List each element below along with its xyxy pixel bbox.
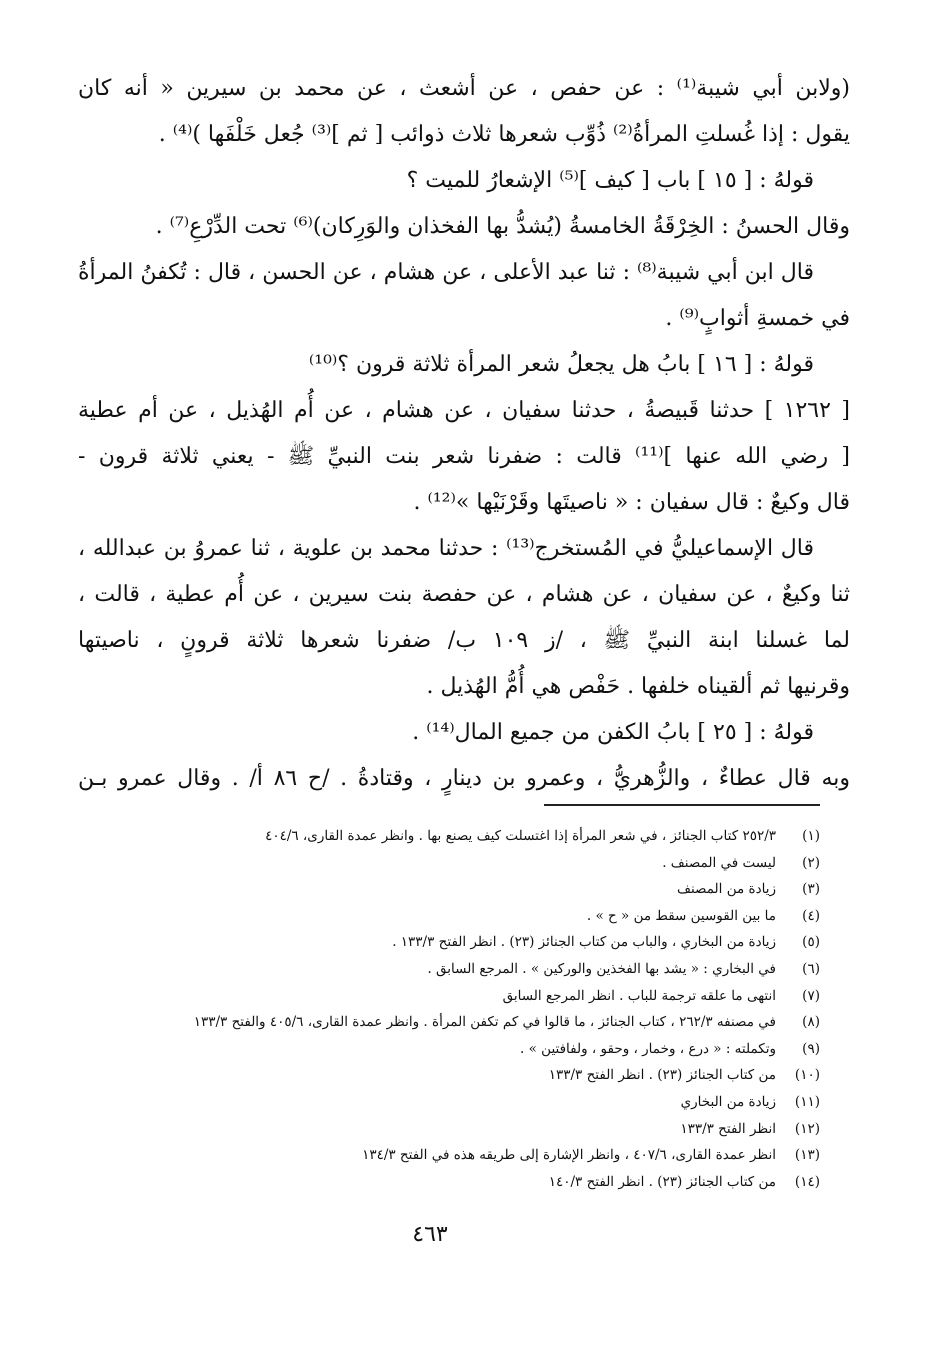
footnote-text: زيادة من البخاري (680, 1093, 776, 1110)
footnote-number: (١٤) (794, 1173, 820, 1190)
footnote-text: انظر عمدة القارى، ٤٠٧/٦ ، وانظر الإشارة إلى طريقه هذه في الفتح ١٣٤/٣ (362, 1147, 776, 1164)
text-line: قال الإسماعيليُّ في المُستخرج⁽¹³⁾ : حدثنا محمد بن علوية ، ثنا عمروُ بن عبدالله ، (78, 536, 814, 561)
chapter-heading: قولهُ : [ ١٦ ] بابُ هل يجعلُ شعر المرأة ثلاثة قرون ؟⁽¹⁰⁾ (308, 352, 814, 377)
footnote (70, 876, 820, 903)
footnote (70, 1089, 820, 1116)
footnote-number: (٩) (802, 1040, 820, 1057)
text-line: وقال الحسنُ : الخِرْقَةُ الخامسةُ (يُشدُّ بها الفخذان والوَرِكان)⁽⁶⁾ تحت الدِّرْعِ⁽⁷⁾ . (155, 214, 850, 239)
text-line: لما غسلنا ابنة النبيِّ ﷺ ، /ز ١٠٩ ب/ ضفرنا شعرها ثلاثة قرونٍ ، ناصيتها (78, 628, 850, 653)
footnote (70, 1169, 820, 1196)
text-line: ثنا وكيعٌ ، عن سفيان ، عن هشام ، عن حفصة بنت سيرين ، عن أُم عطية ، قالت ، (78, 582, 850, 607)
footnote (70, 823, 820, 850)
footnote-text: ٢٥٢/٣ كتاب الجنائز ، في شعر المرأة إذا اغتسلت كيف يصنع بها . وانظر عمدة القارى، ٤٠٤/٦ (265, 828, 776, 844)
footnote (70, 1036, 820, 1063)
text-line: [ ١٢٦٢ ] حدثنا قَبيصةُ ، حدثنا سفيان ، عن هشام ، عن أُم الهُذيل ، عن أم عطية (78, 398, 850, 423)
footnote-text: في البخاري : « يشد بها الفخذين والوركين » . المرجع السابق . (427, 960, 776, 977)
text-line: يقول : إذا غُسلتِ المرأةُ⁽²⁾ ذُوِّب شعرها ثلاث ذوائب [ ثم ]⁽³⁾ جُعل خَلْفَها )⁽⁴⁾ . (158, 122, 850, 147)
main-text (78, 66, 850, 802)
footnote-number: (١١) (794, 1093, 820, 1110)
footnote (70, 1062, 820, 1089)
page-number: ٤٦٣ (412, 1222, 448, 1247)
text-line: قال ابن أبي شيبة⁽⁸⁾ : ثنا عبد الأعلى ، عن هشام ، عن الحسن ، قال : تُكفنُ المرأةُ (78, 260, 814, 285)
footnote-number: (٨) (802, 1014, 820, 1031)
footnote-text: في مصنفه ٢٦٢/٣ ، كتاب الجنائز ، ما قالوا في كم تكفن المرأة . وانظر عمدة القارى، ٤٠٥/٦ والفتح ١٣٣/٣ (193, 1014, 776, 1031)
footnote-number: (٦) (802, 960, 820, 977)
footnote-text: من كتاب الجنائز (٢٣) . انظر الفتح ١٣٣/٣ (548, 1067, 776, 1084)
footnote (70, 983, 820, 1010)
footnote-number: (٥) (802, 934, 820, 951)
footnote-number: (٤) (802, 907, 820, 924)
footnote-number: (١٢) (794, 1120, 820, 1137)
chapter-heading: قولهُ : [ ٢٥ ] بابُ الكفن من جميع المال⁽¹⁴⁾ . (412, 720, 814, 745)
footnote (70, 1009, 820, 1036)
footnote-text: زيادة من المصنف (677, 881, 776, 898)
text-line: وبه قال عطاءٌ ، والزُّهريُّ ، وعمرو بن دينارٍ ، وقتادةُ . /ح ٨٦ أ/ . وقال عمرو بـن (78, 766, 850, 791)
footnote (70, 903, 820, 930)
footnote-number: (١) (802, 828, 820, 844)
footnote-text: انظر الفتح ١٣٣/٣ (680, 1120, 776, 1137)
footnote-text: زيادة من البخاري ، والباب من كتاب الجنائز (٢٣) . انظر الفتح ١٣٣/٣ . (392, 934, 776, 951)
footnote (70, 1142, 820, 1169)
footnote-number: (١٣) (794, 1147, 820, 1164)
footnote-text: من كتاب الجنائز (٢٣) . انظر الفتح ١٤٠/٣ (548, 1173, 776, 1190)
footnote-number: (١٠) (794, 1067, 820, 1084)
footnote (70, 1116, 820, 1143)
footnote-text: ليست في المصنف . (662, 854, 776, 871)
footnote (70, 929, 820, 956)
text-line: (ولابن أبي شيبة⁽¹⁾ : عن حفص ، عن أشعث ، عن محمد بن سيرين « أنه كان (78, 76, 850, 101)
footnote-number: (٧) (802, 987, 820, 1004)
footnote-divider (544, 804, 820, 806)
footnotes (70, 823, 820, 1195)
text-line: قال وكيعٌ : قال سفيان : « ناصيتَها وقَرْنَيْها »⁽¹²⁾ . (413, 490, 850, 515)
footnote-text: ما بين القوسين سقط من « ح » . (586, 907, 776, 924)
footnote-number: (٣) (802, 881, 820, 898)
text-line: وقرنيها ثم ألقيناه خلفها . حَفْص هي أُمُّ الهُذيل . (426, 674, 850, 699)
text-line: [ رضي الله عنها ]⁽¹¹⁾ قالت : ضفرنا شعر بنت النبيِّ ﷺ - يعني ثلاثة قرون - (78, 444, 850, 469)
chapter-heading: قولهُ : [ ١٥ ] باب [ كيف ]⁽⁵⁾ الإشعارُ للميت ؟ (406, 168, 814, 193)
footnote-text: انتهى ما علقه ترجمة للباب . انظر المرجع السابق (502, 987, 776, 1004)
footnote (70, 850, 820, 877)
footnote-text: وتكملته : « درع ، وخمار ، وحقو ، ولفافتين » . (520, 1040, 776, 1057)
text-line: في خمسةِ أثوابٍ⁽⁹⁾ . (665, 306, 850, 331)
footnote (70, 956, 820, 983)
footnote-number: (٢) (802, 854, 820, 871)
